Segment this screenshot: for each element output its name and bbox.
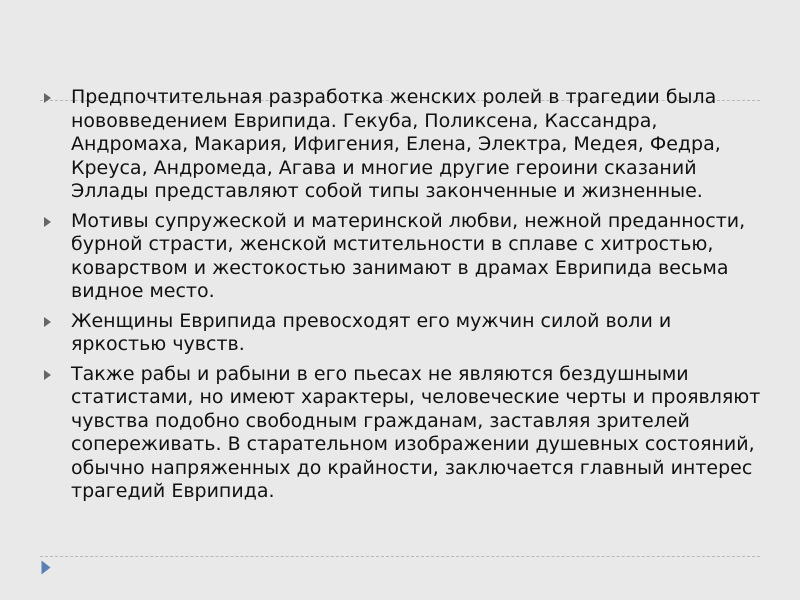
triangle-bullet-icon <box>44 317 51 327</box>
triangle-bullet-icon <box>44 93 51 103</box>
bullet-text: Женщины Еврипида превосходят его мужчин силой воли и яркостью чувств. <box>71 309 672 355</box>
slide-content <box>44 86 764 510</box>
bullet-text: Также рабы и рабыни в его пьесах не являются бездушными статистами, но имеют характеры, человеческие черты и проявляют чувства подобно свободным гражданам, заставляя зрителей сопереживать. В старательном изображении душевных состояний, обычно напряженных до крайности, заключается главный интерес трагедий Еврипида. <box>71 362 761 502</box>
bottom-divider <box>40 556 760 557</box>
bullet-text: Предпочтительная разработка женских ролей в трагедии была нововведением Еврипида. Гекуба, Поликсена, Кассандра, Андромаха, Макария, Ифигения, Елена, Электра, Медея, Федра, Креуса, Андромеда, Агава и многие другие героини сказаний Эллады представляют собой типы законченные и жизненные. <box>71 86 721 202</box>
bullet-item <box>44 310 764 357</box>
bullet-item <box>44 86 764 204</box>
bullet-item <box>44 363 764 504</box>
nav-arrow-icon[interactable] <box>42 561 51 575</box>
bullet-text: Мотивы супружеской и материнской любви, нежной преданности, бурной страсти, женской мстительности в сплаве с хитростью, коварством и жестокостью занимают в драмах Еврипида весьма видное место. <box>71 209 746 302</box>
triangle-bullet-icon <box>44 217 51 227</box>
triangle-bullet-icon <box>44 370 51 380</box>
bullet-item <box>44 210 764 304</box>
